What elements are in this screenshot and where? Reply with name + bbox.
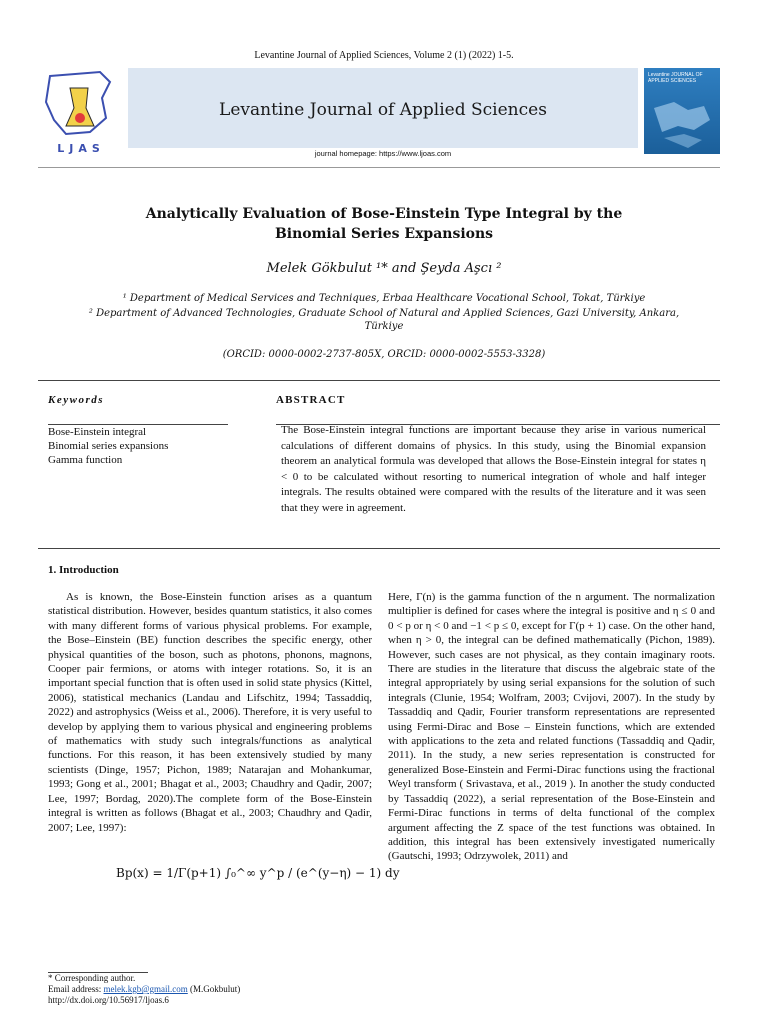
keyword-item: Binomial series expansions [48, 440, 169, 452]
introduction-right-column: Here, Γ(n) is the gamma function of the n argument. The normalization multiplier is defined for cases where the integral is positive and η ≤ 0 and 0 < p or η < 0 and −1 < p ≤ 0, except for Γ(p + 1) case. On the other hand, when η > 0, the integral can be defined mathematically (Pichon, 1989). However, such cases are not physical, as they contain imaginary roots. There are studies in the literature that discuss the algebraic state of the integral appropriately by using serial expansions for the solution of such integrals (Clunie, 1954; Wolfram, 2003; Cvijovi, 2007). In the study by Tassaddiq and Qadir, Fourier transform representations are represented using Fermi-Dirac and Bose – Einstein functions, which are extended with applications to the zeta and related functions (Tassaddiq and Qadir, 2011). In the study, a new series representation is constructed for generalized Bose-Einstein and Fermi-Dirac functions using the fractional Weyl transform ( Srivastava, et al., 2019 ). In another the study conducted by Tassaddiq (2022), a serial representation of the Bose-Einstein and Fermi-Dirac functions in terms of delta functional of the complex argument affecting the Z space of the test functions was obtained. In addition, this integral has been extensively investigated numerically (Gautschi, 1993; Odrzywolek, 2011) and [388, 591, 715, 863]
keywords-list [48, 425, 168, 467]
journal-cover-image [644, 68, 720, 154]
journal-citation: Levantine Journal of Applied Sciences, Volume 2 (1) (2022) 1-5. [254, 50, 514, 61]
email-label: Email address: [48, 984, 104, 994]
abstract-text: The Bose-Einstein integral functions are important because they arise in various numerical calculations of different domains of physics. In this study, using the Binomial expansion theorem an analytical formula was developed that allows the Bose-Einstein integral for states η < 0 to be calculated without resorting to numerical integration of whole and half integer integrals. The results obtained were compared with the results of the literature and it was seen that they were in agreement. [281, 424, 706, 514]
orcid-ids: (ORCID: 0000-0002-2737-805X, ORCID: 0000-0002-5553-3328) [222, 349, 546, 360]
introduction-left-column: As is known, the Bose-Einstein function arises as a quantum statistical distribution. However, besides quantum statistics, it also comes with many different forms of various physical problems. For example, the Bose–Einstein (BE) function describes the specific energy, other physical quantities of the boson, such as photons, phonons, magnons, Cooper pair fermions, or atoms with integer rotations. So, it is an important special function that is often used in solid state physics (Kittel, 2006), statistical mechanics (Landau and Lifschitz, 1994; Tassaddiq, 2022) and astrophysics (Weiss et al., 2006). Therefore, it is very useful to develop by applying them to various physical and engineering problems of mathematics with study such integrals/functions as analytical functions. For this reason, it has been extensively studied by many scientists (Dinge, 1957; Pichon, 1989; Natarajan and Mohankumar, 1993; Gong et al., 2001; Bhagat et al., 2003; Chaudhry and Qadir, 2007; Lee, 1997; Bordag, 2020).The complete form of the Bose-Einstein integral is written as follows (Bhagat et al., 2003; Chaudhry and Qadir, 2007; Lee, 1997): [48, 591, 372, 834]
footnote [48, 973, 240, 1006]
email-owner: (M.Gokbulut) [187, 984, 241, 994]
abstract-heading: ABSTRACT [276, 394, 346, 406]
keyword-item: Gamma function [48, 454, 123, 466]
email-line [48, 984, 240, 995]
keywords-heading: Keywords [48, 394, 104, 406]
doi-link[interactable]: http://dx.doi.org/10.56917/ljoas.6 [48, 995, 169, 1005]
keyword-item: Bose-Einstein integral [48, 426, 147, 438]
journal-name: Levantine Journal of Applied Sciences [219, 100, 547, 120]
paper-title-line2: Binomial Series Expansions [274, 226, 494, 242]
paper-title-line1: Analytically Evaluation of Bose-Einstein Type Integral by the [145, 206, 623, 222]
cover-text: Levantine JOURNAL OF APPLIED SCIENCES [648, 72, 703, 84]
journal-homepage[interactable]: journal homepage: https://www.ljoas.com [314, 149, 452, 158]
header-divider [38, 167, 720, 168]
bose-einstein-equation: Bp(x) = 1/Γ(p+1) ∫₀^∞ y^p / (e^(y−η) − 1) dy [116, 866, 400, 880]
affiliation-1: ¹ Department of Medical Services and Techniques, Erbaa Healthcare Vocational School, Tokat, Türkiye [122, 293, 646, 304]
journal-logo [40, 68, 122, 156]
authors: Melek Gökbulut ¹* and Şeyda Aşcı ² [266, 261, 502, 276]
corresponding-author-note: * Corresponding author. [48, 973, 136, 983]
introduction-heading: 1. Introduction [48, 564, 119, 576]
abstract-end-divider [38, 548, 720, 549]
affiliation-2: ² Department of Advanced Technologies, Graduate School of Natural and Applied Sciences, Gazi University, Ankara, Türkiye [88, 308, 680, 332]
logo-text: LJAS [57, 142, 105, 155]
paper-title [80, 204, 688, 244]
section-divider [38, 380, 720, 381]
email-link[interactable]: melek.kgb@gmail.com [103, 984, 188, 994]
